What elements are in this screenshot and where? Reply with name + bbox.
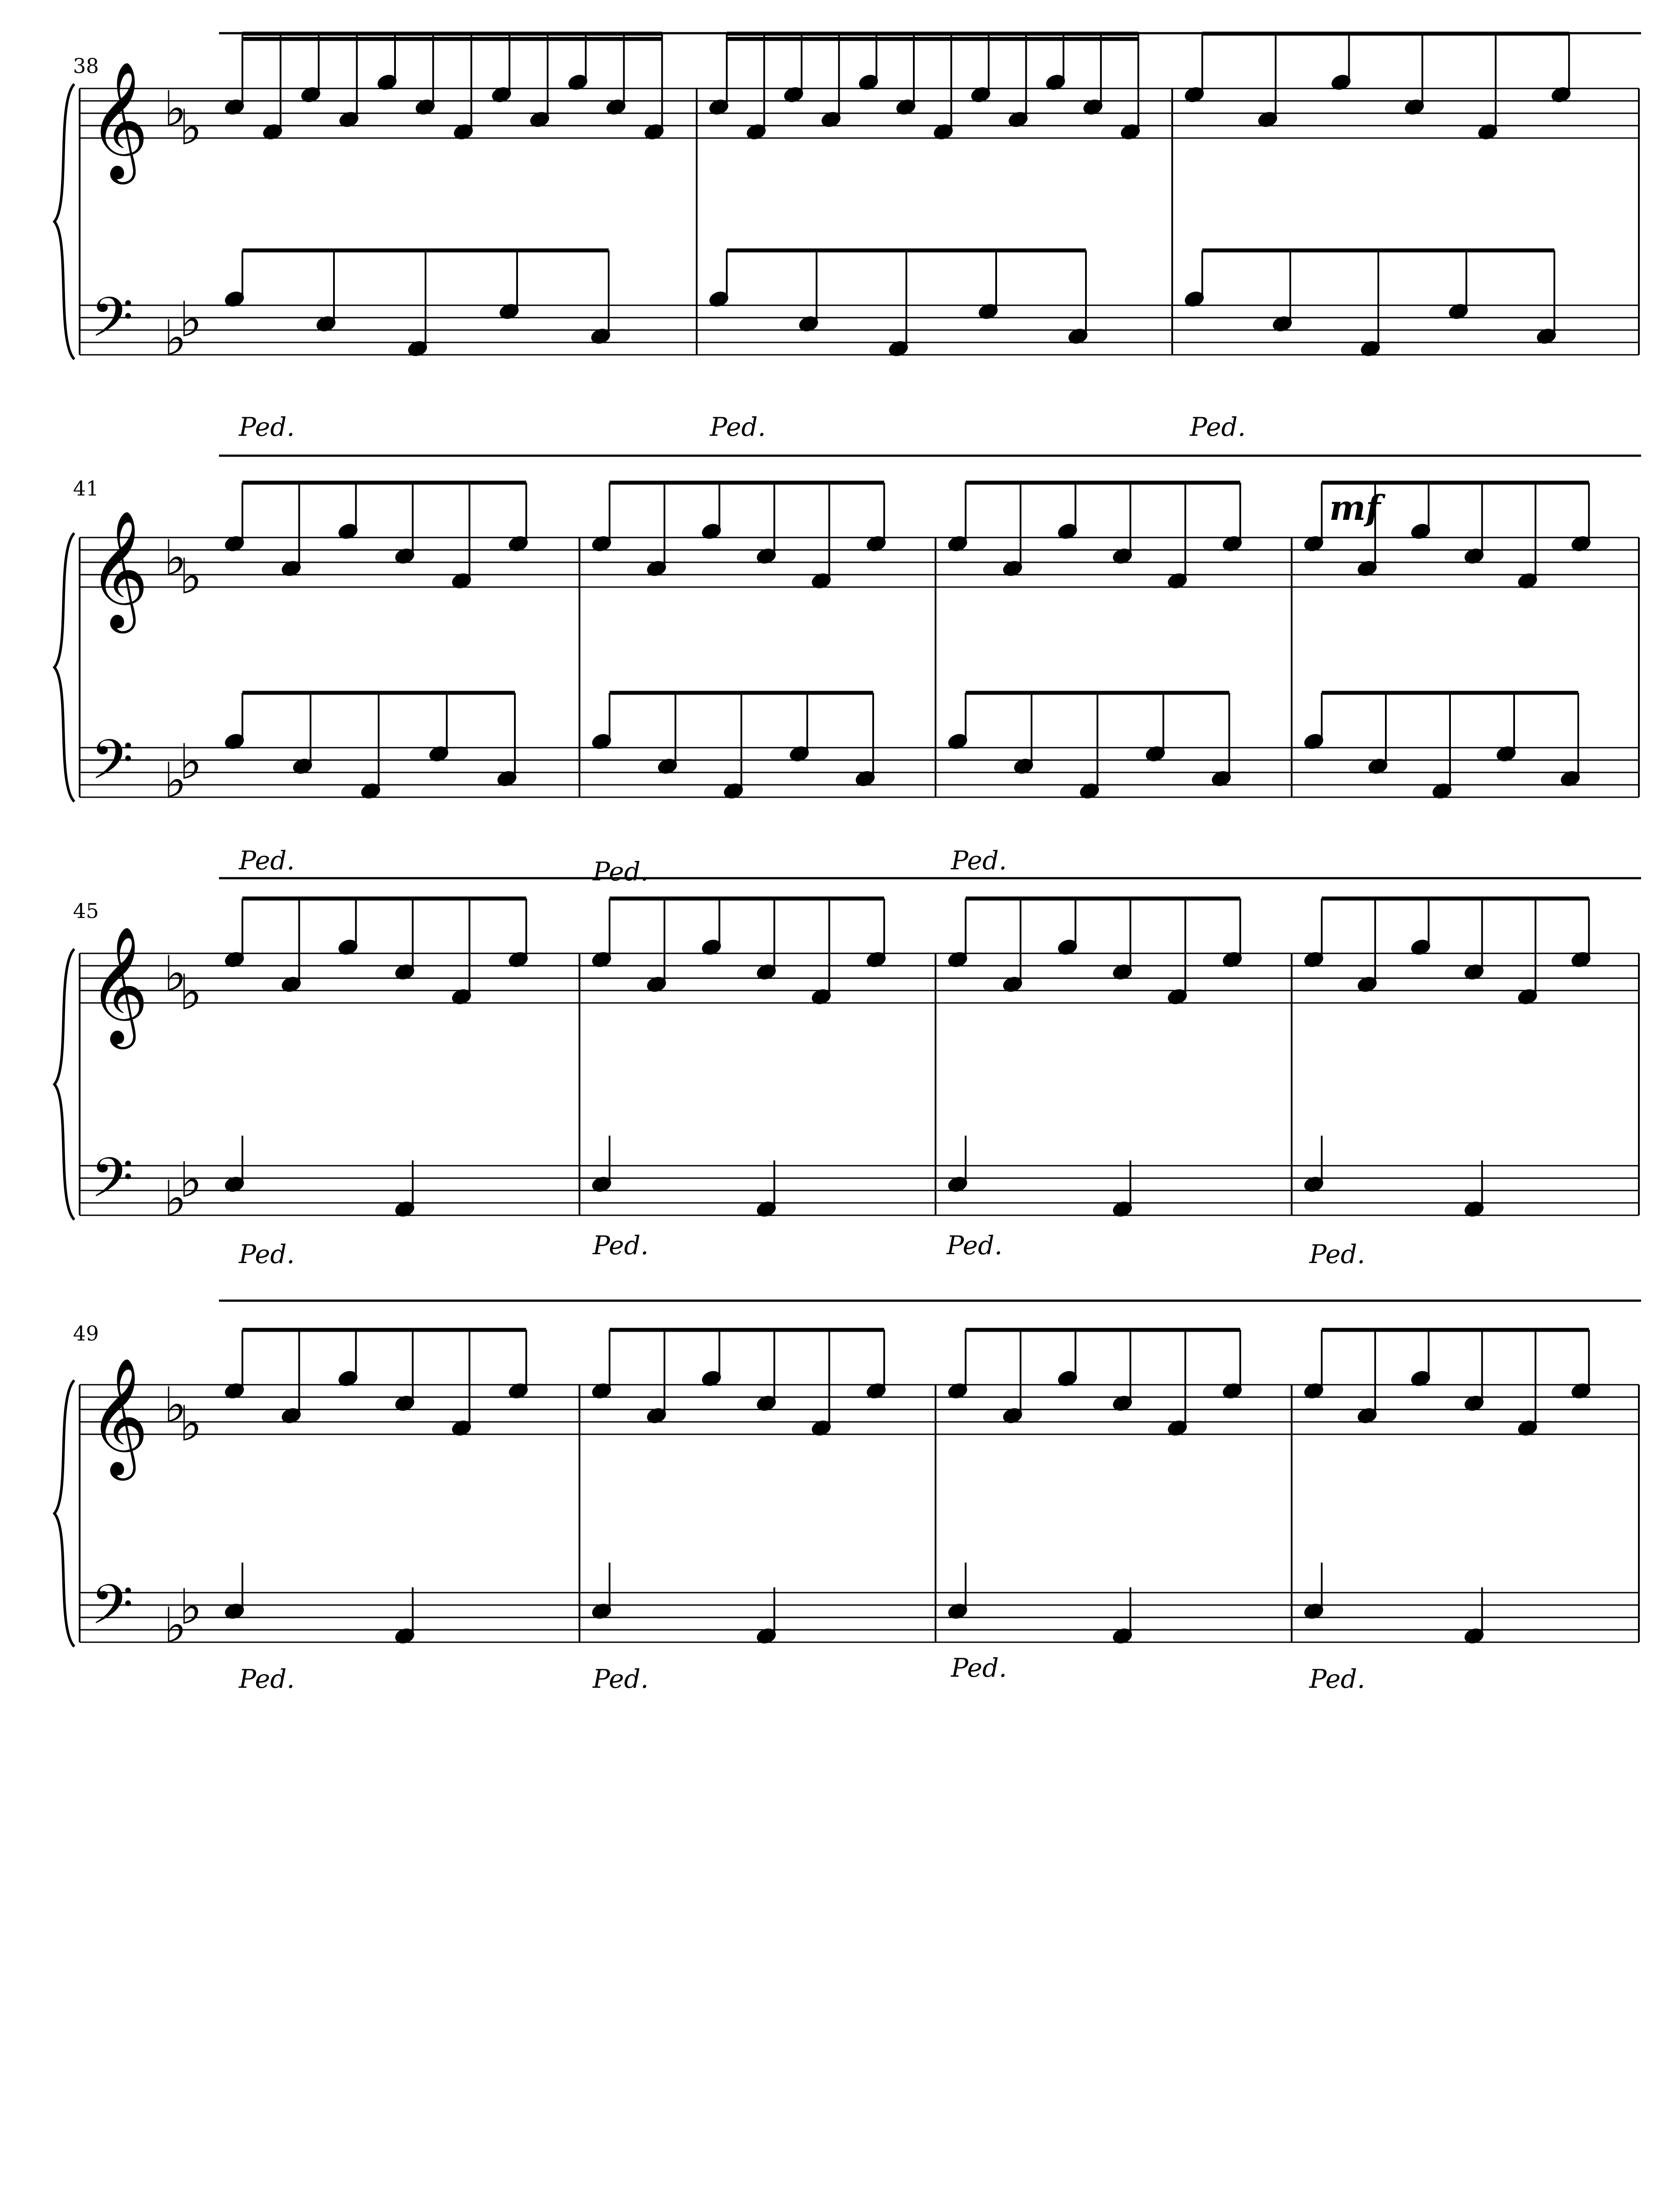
measure-number: 45 xyxy=(73,899,99,923)
treble-clef-icon: 𝄞 xyxy=(88,61,149,179)
flat-icon: ♭ xyxy=(179,548,202,605)
pedal-marking: Ped. xyxy=(239,1664,295,1694)
treble-clef-icon: 𝄞 xyxy=(88,1357,149,1475)
flat-icon: ♭ xyxy=(164,310,187,366)
measure-number: 38 xyxy=(73,54,99,78)
pedal-marking: Ped. xyxy=(947,1230,1003,1260)
pedal-marking: Ped. xyxy=(593,1664,649,1694)
brace xyxy=(54,533,74,802)
system-3 xyxy=(54,926,1639,1227)
pedal-marking: Ped. xyxy=(951,845,1007,876)
treble-clef-icon: 𝄞 xyxy=(88,510,149,628)
bass-clef-icon: 𝄢 xyxy=(91,1573,134,1650)
flat-icon: ♭ xyxy=(164,1597,187,1654)
system-1 xyxy=(54,61,1639,366)
flat-icon: ♭ xyxy=(179,1395,202,1452)
brace xyxy=(54,949,74,1220)
dynamic-marking: mf xyxy=(1329,488,1381,528)
flat-icon: ♭ xyxy=(164,1377,187,1433)
pedal-marking: Ped. xyxy=(1309,1239,1365,1269)
flat-icon: ♭ xyxy=(164,1170,187,1227)
flat-icon: ♭ xyxy=(164,945,187,1002)
bass-clef-icon: 𝄢 xyxy=(91,286,134,363)
flat-icon: ♭ xyxy=(164,81,187,137)
pedal-marking: Ped. xyxy=(710,412,766,442)
treble-clef-icon: 𝄞 xyxy=(88,926,149,1044)
flat-icon: ♭ xyxy=(164,752,187,809)
pedal-marking: Ped. xyxy=(239,412,295,442)
pedal-marking: Ped. xyxy=(951,1653,1007,1683)
pedal-marking: Ped. xyxy=(239,845,295,876)
pedal-marking: Ped. xyxy=(593,856,649,887)
flat-icon: ♭ xyxy=(179,99,202,156)
flat-icon: ♭ xyxy=(179,964,202,1021)
pedal-marking: Ped. xyxy=(1190,412,1246,442)
measure-number: 49 xyxy=(73,1321,99,1345)
flat-icon: ♭ xyxy=(179,733,202,790)
system-4 xyxy=(54,1357,1639,1654)
notes-layer xyxy=(224,34,1591,1645)
brace xyxy=(54,84,74,359)
system-2 xyxy=(54,510,1639,809)
measure-number: 41 xyxy=(73,476,99,500)
pedal-marking: Ped. xyxy=(593,1230,649,1260)
bass-clef-icon: 𝄢 xyxy=(91,728,134,805)
flat-icon: ♭ xyxy=(179,291,202,348)
pedal-marking: Ped. xyxy=(239,1239,295,1269)
flat-icon: ♭ xyxy=(179,1578,202,1635)
brace xyxy=(54,1380,74,1647)
flat-icon: ♭ xyxy=(164,530,187,586)
flat-icon: ♭ xyxy=(179,1152,202,1208)
bass-clef-icon: 𝄢 xyxy=(91,1146,134,1223)
pedal-marking: Ped. xyxy=(1309,1664,1365,1694)
